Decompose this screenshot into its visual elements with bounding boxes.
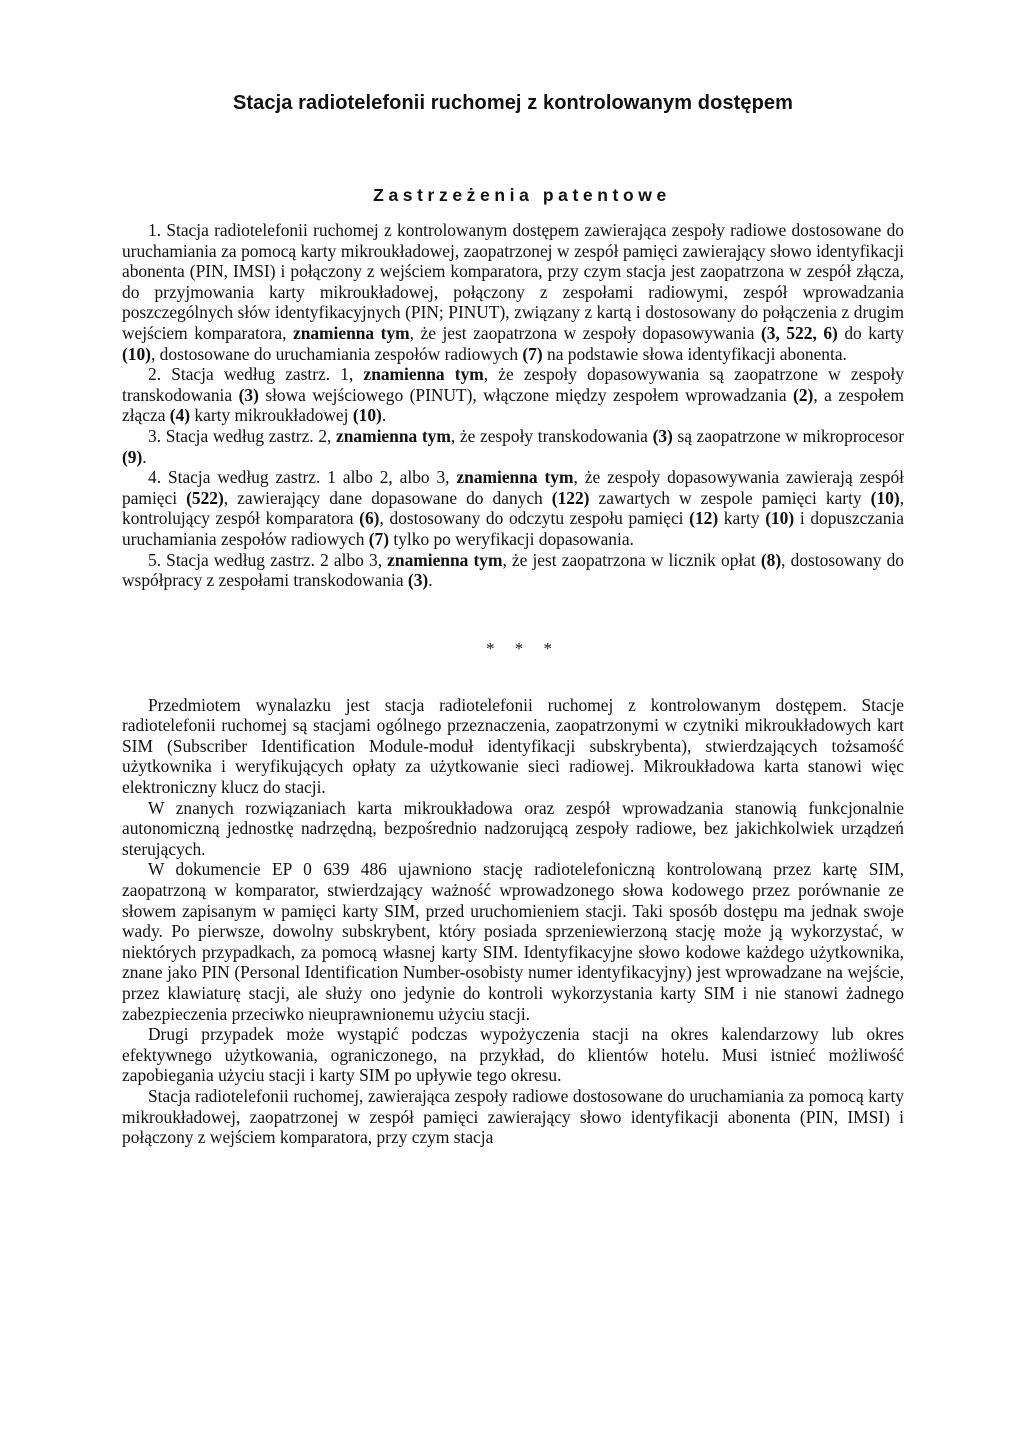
document-page — [122, 92, 904, 1148]
document-title: Stacja radiotelefonii ruchomej z kontrolowanym dostępem — [232, 92, 794, 114]
claim-bold-run: (3, 522, 6) — [761, 322, 838, 343]
claim-bold-run: znamienna tym — [336, 425, 451, 446]
claim-bold-run: (8) — [760, 549, 782, 570]
description-paragraph-3: W dokumencie EP 0 639 486 ujawniono stację radiotelefoniczną kontrolowaną przez kartę SIM, zaopatrzoną w komparator, stwierdzający ważność wprowadzonego słowa kodowego przez porównanie ze słowem zapisanym w pamięci karty SIM, przed uruchomieniem stacji. Taki sposób dostępu ma jednak swoje wady. Po pierwsze, dowolny subskrybent, który posiada sprzeniewierzoną stację może ją wykorzystać, w niektórych przypadkach, za pomocą własnej karty SIM. Identyfikacyjne słowo kodowe każdego użytkownika, znane jako PIN (Personal Identification Number-osobisty numer identyfikacyjny) jest wprowadzane na wejście, przez klawiaturę stacji, ale służy ono jedynie do kontroli wykorzystania karty SIM i nie stanowi żadnego zabezpieczenia przeciwko nieuprawnionemu użyciu stacji. — [122, 859, 904, 1024]
claim-bold-run: (9) — [122, 446, 143, 467]
claim-2 — [122, 364, 904, 426]
claim-text-run: 1. Stacja radiotelefonii ruchomej z kontrolowanym dostępem zawierająca zespoły radiowe dostosowane do uruchamiania za pomocą karty mikroukładowej, zaopatrzonej w zespół pamięci zawierający słowo identyfikacji abonenta (PIN, IMSI) i połączony z wejściem komparatora, przy czym stacja jest zaopatrzona w zespół złącza, do przyjmowania karty mikroukładowej, połączony z zespołami radiowymi, zespół wprowadzania poszczególnych słów identyfikacyjnych (PIN; PINUT), związany z kartą i dostosowany do połączenia z drugim wejściem komparatora, — [122, 220, 904, 343]
description-body — [122, 695, 904, 1148]
claim-text-run: , dostosowany do odczytu zespołu pamięci — [379, 508, 690, 529]
claim-bold-run: (3) — [238, 384, 259, 405]
claim-text-run: tylko po weryfikacji dopasowania. — [389, 528, 634, 549]
claim-text-run: są zaopatrzone w mikroprocesor — [672, 425, 904, 446]
claim-text-run: . — [428, 570, 433, 591]
claim-3 — [122, 426, 904, 467]
claim-bold-run: (10) — [352, 405, 382, 426]
claim-bold-run: (122) — [551, 487, 590, 508]
claim-bold-run: znamienna tym — [387, 549, 503, 570]
description-paragraph-4: Drugi przypadek może wystąpić podczas wypożyczenia stacji na okres kalendarzowy lub okres efektywnego użytkowania, ograniczonego, na przykład, do klientów hotelu. Musi istnieć możliwość zapobiegania użyciu stacji i karty SIM po upływie tego okresu. — [122, 1024, 904, 1086]
claim-bold-run: znamienna tym — [456, 467, 574, 488]
claim-bold-run: (7) — [522, 343, 543, 364]
claim-text-run: , że zespoły dopasowywania zawierają zespół pamięci — [122, 467, 904, 508]
claim-text-run: , że zespoły dopasowywania są zaopatrzone w zespoły transkodowania — [122, 364, 904, 405]
description-paragraph-1: Przedmiotem wynalazku jest stacja radiotelefonii ruchomej z kontrolowanym dostępem. Stacje radiotelefonii ruchomej są stacjami ogólnego przeznaczenia, zaopatrzonymi w czytniki mikroukładowych kart SIM (Subscriber Identification Module-moduł identyfikacji subskrybenta), stwierdzających tożsamość użytkownika i weryfikujących opłaty za użytkowanie sieci radiowej. Mikroukładowa karta stanowi więc elektroniczny klucz do stacji. — [122, 694, 904, 798]
claim-text-run: , kontrolujący zespół komparatora — [122, 487, 905, 529]
claim-text-run: na podstawie słowa identyfikacji abonenta. — [542, 343, 847, 364]
claim-text-run: 2. Stacja według zastrz. 1, — [148, 364, 364, 385]
claim-bold-run: (10) — [765, 508, 795, 529]
claim-text-run: zawartych w zespole pamięci karty — [589, 487, 871, 508]
claim-bold-run: (2) — [793, 384, 814, 405]
description-paragraph-5: Stacja radiotelefonii ruchomej, zawierająca zespoły radiowe dostosowane do uruchamiania za pomocą karty mikroukładowej, zaopatrzonej w zespół pamięci zawierający słowo identyfikacji abonenta (PIN, IMSI) i połączony z wejściem komparatora, przy czym stacja — [122, 1085, 904, 1148]
claim-text-run: 4. Stacja według zastrz. 1 albo 2, albo 3, — [148, 467, 457, 488]
claim-text-run: słowa wejściowego (PINUT), włączone między zespołem wprowadzania — [258, 384, 794, 405]
claim-text-run: . — [381, 405, 387, 426]
claim-bold-run: (7) — [368, 528, 390, 549]
claim-text-run: , zawierający dane dopasowane do danych — [223, 487, 552, 508]
section-separator: * * * — [486, 638, 560, 658]
claim-text-run: karty mikroukładowej — [190, 405, 353, 426]
claim-bold-run: (3) — [407, 570, 429, 591]
claim-bold-run: (4) — [169, 405, 191, 426]
claims-list — [122, 220, 904, 591]
claim-text-run: , że jest zaopatrzona w zespoły dopasowywania — [409, 322, 761, 343]
claim-text-run: 5. Stacja według zastrz. 2 albo 3, — [148, 549, 388, 570]
claim-text-run: , dostosowane do uruchamiania zespołów radiowych — [150, 343, 523, 364]
claim-text-run: karty — [718, 508, 766, 529]
claim-5 — [122, 550, 904, 591]
claim-text-run: . — [142, 446, 147, 467]
claim-bold-run: (10) — [870, 487, 900, 508]
claim-text-run: , że jest zaopatrzona w licznik opłat — [502, 549, 761, 570]
claim-text-run: do karty — [837, 322, 904, 343]
claim-text-run: , dostosowany do współpracy z zespołami transkodowania — [122, 549, 904, 591]
claim-bold-run: (3) — [652, 425, 673, 446]
claims-heading: Zastrzeżenia patentowe — [373, 185, 671, 205]
claim-bold-run: (522) — [186, 487, 224, 508]
claim-bold-run: (12) — [689, 508, 719, 529]
claim-text-run: , a zespołem złącza — [122, 384, 904, 426]
claim-bold-run: znamienna tym — [292, 322, 410, 343]
description-paragraph-2: W znanych rozwiązaniach karta mikroukładowa oraz zespół wprowadzania stanowią funkcjonalnie autonomiczną jednostkę nadrzędną, bezpośrednio nadzorującą zespoły radiowe, bez jakichkolwiek urządzeń sterujących. — [122, 797, 904, 859]
claim-4 — [122, 467, 904, 549]
claim-bold-run: (6) — [359, 508, 380, 529]
claim-bold-run: (10) — [122, 343, 151, 364]
claim-text-run: 3. Stacja według zastrz. 2, — [148, 425, 337, 446]
claim-text-run: i dopuszczania uruchamiania zespołów radiowych — [122, 508, 904, 549]
claim-text-run: , że zespoły transkodowania — [450, 425, 653, 446]
claim-1 — [122, 220, 904, 364]
claim-bold-run: znamienna tym — [363, 364, 484, 385]
